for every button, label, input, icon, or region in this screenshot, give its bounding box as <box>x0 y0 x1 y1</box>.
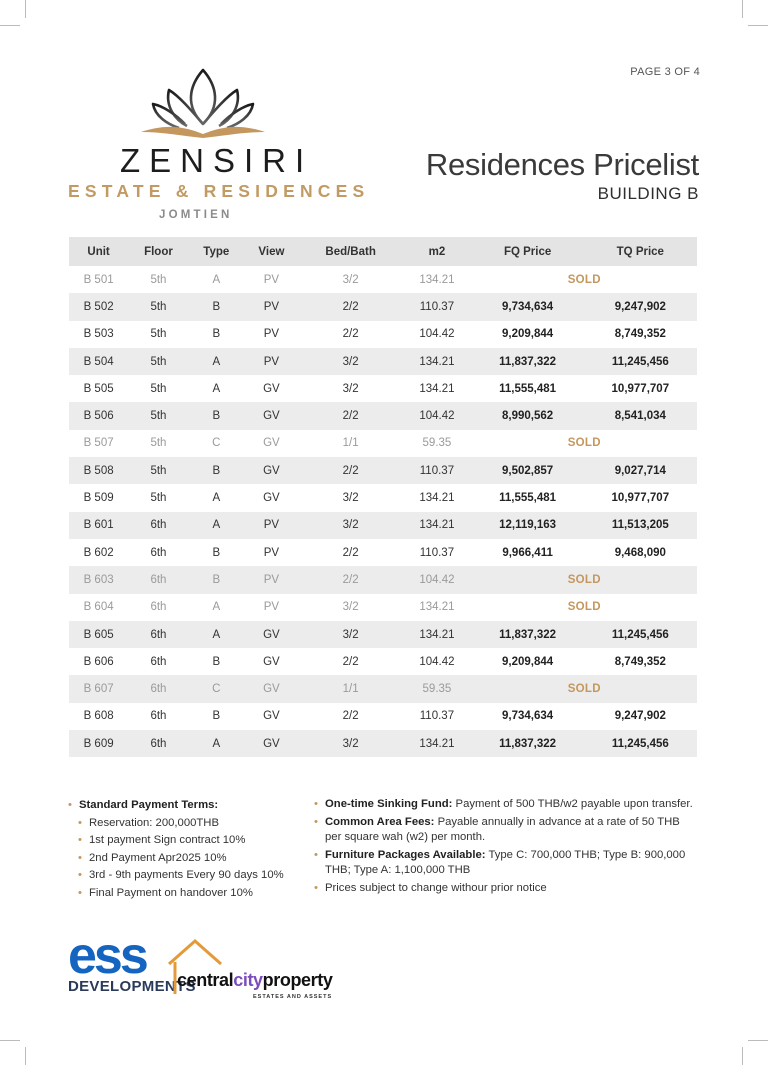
cell-unit: B 601 <box>69 512 128 539</box>
cell-m2: 134.21 <box>402 730 471 757</box>
table-row <box>69 375 697 402</box>
cell-unit: B 602 <box>83 546 114 559</box>
brand-location: JOMTIEN <box>159 209 233 221</box>
table-row <box>69 293 697 320</box>
cell-bedbath: 3/2 <box>299 621 402 648</box>
cell-floor: 5th <box>150 492 167 505</box>
table-row <box>69 321 697 348</box>
cell-unit: B 508 <box>69 457 128 484</box>
table-row <box>69 703 697 730</box>
cell-view: GV <box>263 655 280 668</box>
cell-type: B <box>189 566 244 593</box>
cell-fq-price: 9,734,634 <box>502 710 554 723</box>
cell-type: B <box>189 293 244 320</box>
cell-type: B <box>212 655 221 668</box>
cell-fq-price: 9,209,844 <box>502 655 554 668</box>
table-row <box>69 512 697 539</box>
brand-subtitle: ESTATE & RESIDENCES <box>68 181 370 201</box>
brand-name: ZENSIRI <box>120 142 314 179</box>
cell-m2: 59.35 <box>402 675 471 702</box>
cell-type: A <box>212 273 221 286</box>
table-row <box>69 730 697 757</box>
cell-type: A <box>189 512 244 539</box>
cell-view: GV <box>263 492 280 505</box>
cell-view: GV <box>244 402 299 429</box>
cell-type: B <box>189 457 244 484</box>
cell-unit: B 502 <box>69 293 128 320</box>
table-row <box>69 457 697 484</box>
cell-m2: 104.42 <box>402 566 471 593</box>
cell-floor: 5th <box>150 273 167 286</box>
ess-label: DEVELOPMENTS <box>68 978 196 995</box>
cell-m2: 110.37 <box>419 710 455 723</box>
cell-unit: B 509 <box>83 492 114 505</box>
cell-unit: B 506 <box>69 402 128 429</box>
ccp-tagline: ESTATES AND ASSETS <box>253 994 333 1000</box>
table-row <box>69 266 697 293</box>
cell-m2: 134.21 <box>402 512 471 539</box>
cell-floor: 5th <box>150 328 167 341</box>
cell-m2: 110.37 <box>419 546 455 559</box>
cell-floor: 5th <box>128 293 189 320</box>
table-row <box>69 484 697 511</box>
payment-term-item: • 3rd - 9th payments Every 90 days 10% <box>68 867 303 885</box>
cell-bedbath: 2/2 <box>342 546 359 559</box>
cell-type: B <box>212 546 221 559</box>
cell-unit: B 504 <box>69 348 128 375</box>
cell-floor: 6th <box>150 601 167 614</box>
cell-bedbath: 2/2 <box>299 402 402 429</box>
sold-status: SOLD <box>472 675 697 702</box>
table-row <box>69 566 697 593</box>
cell-unit: B 605 <box>69 621 128 648</box>
payment-term-item: • Final Payment on handover 10% <box>68 885 303 903</box>
table-row <box>69 648 697 675</box>
cell-unit: B 607 <box>69 675 128 702</box>
sold-status: SOLD <box>567 437 601 450</box>
cell-m2: 110.37 <box>402 293 471 320</box>
crop-mark <box>742 1047 743 1065</box>
table-row <box>69 348 697 375</box>
cell-tq-price: 8,749,352 <box>614 328 666 341</box>
cell-m2: 134.21 <box>419 273 455 286</box>
sinking-fund-note: • One-time Sinking Fund: Payment of 500 THB/w2 payable upon transfer. <box>314 797 699 812</box>
cell-type: A <box>212 382 221 395</box>
cell-floor: 6th <box>150 546 167 559</box>
cell-fq-price: 9,209,844 <box>502 328 554 341</box>
cell-floor: 6th <box>128 512 189 539</box>
cell-bedbath: 3/2 <box>342 492 359 505</box>
payment-term-item: • Reservation: 200,000THB <box>68 815 303 833</box>
header-floor: Floor <box>128 237 189 266</box>
cell-view: PV <box>263 601 280 614</box>
header-unit: Unit <box>69 237 128 266</box>
page-number: PAGE 3 OF 4 <box>630 66 700 78</box>
header-bedbath: Bed/Bath <box>299 237 402 266</box>
cell-type: B <box>212 710 221 723</box>
cell-unit: B 604 <box>83 601 114 614</box>
cell-tq-price: 11,513,205 <box>584 512 697 539</box>
cell-bedbath: 1/1 <box>299 675 402 702</box>
cell-bedbath: 2/2 <box>299 457 402 484</box>
cell-view: PV <box>244 566 299 593</box>
cell-fq-price: 8,990,562 <box>472 402 584 429</box>
cell-tq-price: 10,977,707 <box>611 382 670 395</box>
cell-unit: B 503 <box>83 328 114 341</box>
cell-m2: 134.21 <box>402 348 471 375</box>
cell-tq-price: 9,027,714 <box>584 457 697 484</box>
cell-view: GV <box>263 710 280 723</box>
cell-bedbath: 3/2 <box>342 382 359 395</box>
header-type: Type <box>189 237 244 266</box>
cell-bedbath: 2/2 <box>342 710 359 723</box>
payment-term-item: • 1st payment Sign contract 10% <box>68 832 303 850</box>
cell-view: PV <box>263 273 280 286</box>
cell-unit: B 505 <box>83 382 114 395</box>
table-row <box>69 402 697 429</box>
cell-floor: 5th <box>128 402 189 429</box>
cell-type: C <box>189 675 244 702</box>
cell-fq-price: 12,119,163 <box>472 512 584 539</box>
cell-bedbath: 3/2 <box>299 512 402 539</box>
crop-mark <box>25 0 26 18</box>
header-m2: m2 <box>402 237 471 266</box>
table-row <box>69 594 697 621</box>
cell-bedbath: 3/2 <box>299 730 402 757</box>
cell-type: A <box>212 492 221 505</box>
cell-bedbath: 1/1 <box>342 437 359 450</box>
pricelist-table <box>69 237 697 757</box>
cell-tq-price: 11,245,456 <box>584 621 697 648</box>
cell-type: B <box>212 328 221 341</box>
header-fq-price: FQ Price <box>472 237 584 266</box>
cell-floor: 6th <box>150 710 167 723</box>
cell-tq-price: 9,247,902 <box>614 710 666 723</box>
cell-unit: B 608 <box>83 710 114 723</box>
table-row <box>69 621 697 648</box>
ccp-wordmark: centralcityproperty <box>177 970 333 990</box>
crop-mark <box>748 25 768 26</box>
cell-m2: 59.35 <box>422 437 452 450</box>
cell-bedbath: 2/2 <box>342 328 359 341</box>
cell-floor: 5th <box>128 348 189 375</box>
cell-fq-price: 11,555,481 <box>499 492 557 505</box>
page-title: Residences Pricelist <box>425 147 699 182</box>
cell-view: GV <box>263 437 280 450</box>
cell-m2: 104.42 <box>419 328 455 341</box>
table-header-row <box>69 237 697 266</box>
cell-unit: B 606 <box>83 655 114 668</box>
cell-tq-price: 8,541,034 <box>584 402 697 429</box>
payment-terms-heading: • Standard Payment Terms: <box>68 797 303 815</box>
cell-unit: B 507 <box>83 437 114 450</box>
crop-mark <box>0 25 20 26</box>
price-change-note: • Prices subject to change withour prior notice <box>314 881 699 896</box>
cell-type: A <box>189 348 244 375</box>
cell-view: GV <box>263 382 280 395</box>
common-fees-note: • Common Area Fees: Payable annually in advance at a rate of 50 THB per square wah (w2) per month. <box>314 815 699 845</box>
ess-mark: ess <box>68 927 146 985</box>
crop-mark <box>25 1047 26 1065</box>
cell-type: A <box>189 730 244 757</box>
sold-status: SOLD <box>567 601 601 614</box>
additional-terms <box>314 797 699 899</box>
cell-floor: 5th <box>150 437 167 450</box>
sold-status: SOLD <box>567 273 601 286</box>
cell-view: GV <box>244 730 299 757</box>
cell-type: A <box>212 601 221 614</box>
cell-fq-price: 11,555,481 <box>499 382 557 395</box>
cell-bedbath: 2/2 <box>299 293 402 320</box>
sold-status: SOLD <box>472 566 697 593</box>
cell-floor: 6th <box>128 621 189 648</box>
cell-fq-price: 11,837,322 <box>472 348 584 375</box>
crop-mark <box>742 0 743 18</box>
cell-type: B <box>189 402 244 429</box>
cell-floor: 5th <box>150 382 167 395</box>
cell-m2: 110.37 <box>402 457 471 484</box>
cell-bedbath: 2/2 <box>342 655 359 668</box>
cell-floor: 6th <box>128 675 189 702</box>
cell-tq-price: 11,245,456 <box>584 348 697 375</box>
cell-floor: 6th <box>128 566 189 593</box>
cell-bedbath: 3/2 <box>299 348 402 375</box>
cell-unit: B 609 <box>69 730 128 757</box>
cell-bedbath: 3/2 <box>342 273 359 286</box>
cell-view: PV <box>244 293 299 320</box>
cell-view: GV <box>244 457 299 484</box>
table-row <box>69 675 697 702</box>
cell-view: PV <box>244 348 299 375</box>
cell-bedbath: 2/2 <box>299 566 402 593</box>
cell-view: PV <box>263 546 280 559</box>
cell-floor: 5th <box>128 457 189 484</box>
cell-fq-price: 9,734,634 <box>472 293 584 320</box>
cell-m2: 134.21 <box>419 492 455 505</box>
crop-mark <box>748 1040 768 1041</box>
cell-fq-price: 9,966,411 <box>502 546 553 559</box>
cell-type: A <box>189 621 244 648</box>
payment-terms <box>68 797 303 902</box>
cell-type: C <box>212 437 221 450</box>
table-body <box>69 266 697 757</box>
cell-floor: 6th <box>150 655 167 668</box>
cell-view: GV <box>244 621 299 648</box>
cell-unit: B 501 <box>83 273 114 286</box>
header-view: View <box>244 237 299 266</box>
cell-bedbath: 3/2 <box>342 601 359 614</box>
cell-fq-price: 11,837,322 <box>472 730 584 757</box>
cell-view: PV <box>263 328 280 341</box>
cell-unit: B 603 <box>69 566 128 593</box>
cell-tq-price: 11,245,456 <box>584 730 697 757</box>
furniture-packages-note: • Furniture Packages Available: Type C: 700,000 THB; Type B: 900,000 THB; Type A: 1,100,000 THB <box>314 848 699 878</box>
cell-tq-price: 8,749,352 <box>614 655 666 668</box>
cell-tq-price: 9,247,902 <box>584 293 697 320</box>
cell-m2: 104.42 <box>402 402 471 429</box>
table-row <box>69 430 697 457</box>
header-tq-price: TQ Price <box>584 237 697 266</box>
cell-fq-price: 11,837,322 <box>472 621 584 648</box>
cell-m2: 134.21 <box>419 601 455 614</box>
cell-tq-price: 9,468,090 <box>614 546 666 559</box>
page-subtitle: BUILDING B <box>597 184 699 203</box>
cell-m2: 134.21 <box>402 621 471 648</box>
table-row <box>69 539 697 566</box>
cell-m2: 104.42 <box>419 655 455 668</box>
cell-floor: 6th <box>128 730 189 757</box>
crop-mark <box>0 1040 20 1041</box>
cell-tq-price: 10,977,707 <box>611 492 670 505</box>
cell-view: PV <box>244 512 299 539</box>
cell-fq-price: 9,502,857 <box>472 457 584 484</box>
cell-view: GV <box>244 675 299 702</box>
payment-term-item: • 2nd Payment Apr2025 10% <box>68 850 303 868</box>
cell-m2: 134.21 <box>419 382 455 395</box>
